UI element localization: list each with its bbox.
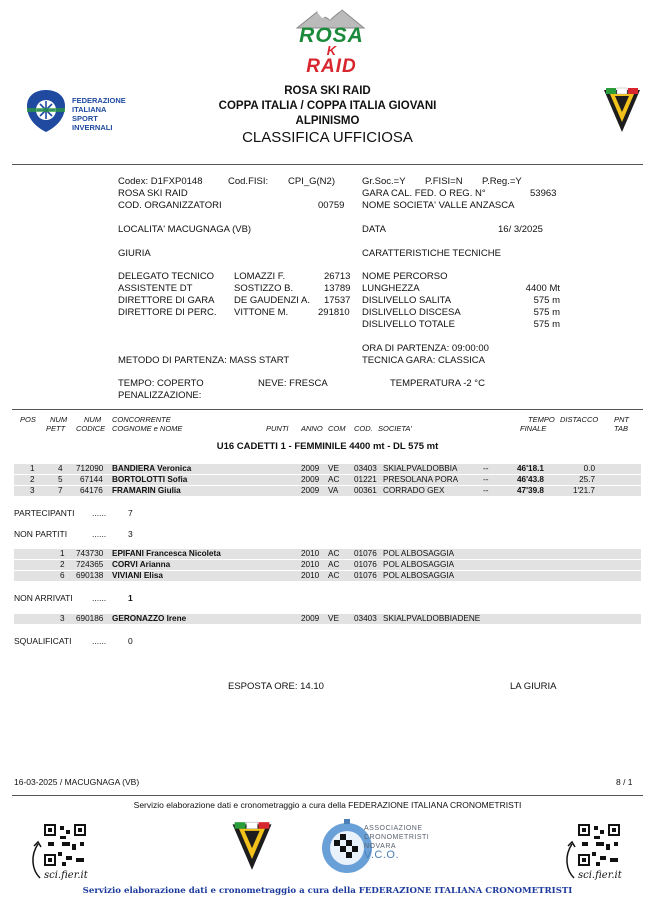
col-num-cod-1: NUM [84, 415, 102, 424]
row-dash: -- [483, 486, 489, 495]
associazione-cronometristi-logo [318, 818, 448, 876]
row-societa: POL ALBOSAGGIA [383, 549, 455, 558]
row-tempo: 47'39.8 [517, 486, 544, 495]
non-partiti-dots: ...... [92, 529, 107, 539]
row-com: VE [328, 464, 339, 473]
col-societa: SOCIETA' [378, 424, 412, 433]
row-pett: 7 [58, 486, 63, 495]
row-anno: 2010 [301, 549, 320, 558]
squalificati-label: SQUALIFICATI [14, 636, 72, 646]
tech-value-3: 575 m [533, 295, 560, 306]
row-name: EPIFANI Francesca Nicoleta [112, 549, 221, 558]
row-cod: 01076 [354, 571, 377, 580]
row-pett: 1 [60, 549, 65, 558]
non-partiti-label: NON PARTITI [14, 529, 68, 539]
jury-name-3: DE GAUDENZI A. [234, 295, 311, 306]
row-name: VIVIANI Elisa [112, 571, 163, 580]
divider-footer [12, 795, 643, 796]
p-fisi: P.FISI=N [425, 176, 463, 187]
logo-rosa-text: ROSA [299, 24, 364, 47]
arrow-right-icon [562, 840, 578, 880]
fisi-logo [24, 88, 149, 138]
assoc-line-3: NOVARA [364, 843, 397, 850]
row-societa: SKIALPVALDOBBIADENE [383, 614, 481, 623]
row-anno: 2009 [301, 464, 320, 473]
row-com: AC [328, 571, 340, 580]
col-concorrente: CONCORRENTE [112, 415, 171, 424]
row-com: AC [328, 560, 340, 569]
tech-label-4: DISLIVELLO DISCESA [362, 307, 461, 318]
row-anno: 2010 [301, 571, 320, 580]
row-com: VA [328, 486, 339, 495]
squalificati-value: 0 [128, 636, 133, 646]
tech-label-5: DISLIVELLO TOTALE [362, 319, 455, 330]
jury-code-1: 26713 [324, 271, 351, 282]
logo-k-text: K [326, 43, 337, 58]
row-cod: 01076 [354, 549, 377, 558]
qr-code-icon [42, 822, 88, 868]
row-anno: 2009 [301, 614, 320, 623]
row-tempo: 46'43.8 [517, 475, 544, 484]
table-row [14, 464, 641, 474]
col-pos: POS [20, 415, 36, 424]
tech-label-2: LUNGHEZZA [362, 283, 420, 294]
row-distacco: 0.0 [583, 464, 595, 473]
jury-name-4: VITTONE M. [234, 307, 289, 318]
row-codice: 64176 [80, 486, 103, 495]
title-discipline: ALPINISMO [295, 115, 360, 127]
col-punti: PUNTI [266, 424, 289, 433]
col-pnt: PNT [614, 415, 629, 424]
col-anno: ANNO [301, 424, 323, 433]
row-codice: 690138 [76, 571, 104, 580]
row-name: BORTOLOTTI Sofia [112, 475, 188, 484]
neve: NEVE: FRESCA [258, 378, 328, 389]
jury-code-2: 13789 [324, 283, 351, 294]
row-cod: 03403 [354, 614, 377, 623]
col-tempo: TEMPO [528, 415, 555, 424]
row-dash: -- [483, 464, 489, 473]
row-codice: 724365 [76, 560, 104, 569]
data-label: DATA [362, 224, 386, 235]
cod-org-label: COD. ORGANIZZATORI [118, 200, 222, 211]
row-codice: 712090 [76, 464, 104, 473]
jury-role-1: DELEGATO TECNICO [118, 271, 215, 282]
row-pos: 2 [30, 475, 35, 484]
fie-footer-logo [230, 820, 274, 872]
row-pett: 2 [60, 560, 65, 569]
nome-societa: NOME SOCIETA' VALLE ANZASCA [362, 200, 515, 211]
p-reg: P.Reg.=Y [482, 176, 522, 187]
qr-code-left [42, 822, 88, 868]
row-pett: 6 [60, 571, 65, 580]
race-name: ROSA SKI RAID [118, 188, 188, 199]
jury-role-3: DIRETTORE DI GARA [118, 295, 215, 306]
table-row-dns [14, 560, 641, 570]
table-row-dns [14, 549, 641, 559]
localita: LOCALITA' MACUGNAGA (VB) [118, 224, 252, 235]
row-pett: 3 [60, 614, 65, 623]
row-societa: PRESOLANA PORA [383, 475, 459, 484]
row-codice: 690186 [76, 614, 104, 623]
metodo-partenza: METODO DI PARTENZA: MASS START [118, 355, 290, 366]
codex: Codex: D1FXP0148 [118, 176, 203, 187]
row-cod: 01076 [354, 560, 377, 569]
footer-date-place: 16-03-2025 / MACUGNAGA (VB) [14, 777, 140, 787]
non-arrivati-value: 1 [128, 593, 133, 603]
table-row-dns [14, 571, 641, 581]
category-title: U16 CADETTI 1 - FEMMINILE 4400 mt - DL 575 mt [216, 441, 439, 452]
tech-value-2: 4400 Mt [525, 283, 560, 294]
footer-page: 8 / 1 [616, 777, 633, 787]
table-row [14, 475, 641, 485]
row-societa: POL ALBOSAGGIA [383, 560, 455, 569]
row-societa: POL ALBOSAGGIA [383, 571, 455, 580]
jury-role-2: ASSISTENTE DT [118, 283, 193, 294]
row-com: AC [328, 549, 340, 558]
col-num-cod-2: CODICE [76, 424, 106, 433]
tech-value-4: 575 m [533, 307, 560, 318]
jury-name-2: SOSTIZZO B. [234, 283, 294, 294]
partecipanti-dots: ...... [92, 508, 107, 518]
logo-raid-text: RAID [306, 56, 357, 77]
row-pos: 1 [30, 464, 35, 473]
arrow-left-icon [28, 840, 44, 880]
row-cod: 01221 [354, 475, 377, 484]
footer-service-colored: Servizio elaborazione dati e cronometraggio a cura della FEDERAZIONE ITALIANA CRONOMETRISTI [82, 886, 573, 896]
col-distacco: DISTACCO [560, 415, 599, 424]
row-cod: 00361 [354, 486, 377, 495]
cod-fisi-value: CPI_G(N2) [288, 176, 335, 187]
row-tempo: 46'18.1 [517, 464, 544, 473]
row-name: FRAMARIN Giulia [112, 486, 181, 495]
assoc-line-2: CRONOMETRISTI [364, 834, 430, 841]
fisi-line-1: FEDERAZIONE [72, 96, 126, 105]
tecnica-gara: TECNICA GARA: CLASSICA [362, 355, 486, 366]
row-com: VE [328, 614, 339, 623]
table-row [14, 486, 641, 496]
footer-right-sci-fier: sci.fier.it [578, 870, 622, 881]
squalificati-dots: ...... [92, 636, 107, 646]
jury-role-4: DIRETTORE DI PERC. [118, 307, 217, 318]
jury-name-1: LOMAZZI F. [234, 271, 286, 282]
col-finale: FINALE [520, 424, 547, 433]
temperatura: TEMPERATURA -2 °C [390, 378, 485, 389]
fisi-shield-icon [24, 88, 68, 134]
fie-chevron-icon [602, 86, 642, 134]
row-anno: 2009 [301, 475, 320, 484]
penalizzazione: PENALIZZAZIONE: [118, 390, 202, 401]
footer-service-text: Servizio elaborazione dati e cronometraggio a cura della FEDERAZIONE ITALIANA CRONOMETRISTI [133, 800, 522, 810]
row-distacco: 25.7 [579, 475, 595, 484]
cod-org-value: 00759 [318, 200, 345, 211]
row-codice: 67144 [80, 475, 103, 484]
row-cod: 03403 [354, 464, 377, 473]
row-anno: 2010 [301, 560, 320, 569]
fisi-line-2: ITALIANA [72, 105, 107, 114]
row-societa: CORRADO GEX [383, 486, 445, 495]
cod-fisi-label: Cod.FISI: [228, 176, 269, 187]
row-com: AC [328, 475, 340, 484]
row-societa: SKIALPVALDOBBIA [383, 464, 458, 473]
gara-cal-number: 53963 [530, 188, 557, 199]
tech-value-5: 575 m [533, 319, 560, 330]
qr-code-right [576, 822, 622, 868]
col-num-pett-1: NUM [50, 415, 68, 424]
col-cognome-nome: COGNOME e NOME [112, 424, 183, 433]
gr-soc: Gr.Soc.=Y [362, 176, 406, 187]
title-classifica: CLASSIFICA UFFICIOSA [242, 129, 413, 146]
fie-chevron-icon [230, 820, 274, 872]
esposta-ore: ESPOSTA ORE: 14.10 [228, 681, 324, 692]
jury-code-3: 17537 [324, 295, 351, 306]
footer-left-sci-fier: sci.fier.it [44, 870, 88, 881]
fisi-line-4: INVERNALI [72, 123, 113, 132]
title-coppa: COPPA ITALIA / COPPA ITALIA GIOVANI [218, 100, 437, 112]
partecipanti-label: PARTECIPANTI [14, 508, 75, 518]
ora-partenza: ORA DI PARTENZA: 09:00:00 [362, 343, 489, 354]
assoc-line-4: V.C.O. [364, 849, 399, 861]
row-pett: 5 [58, 475, 63, 484]
non-arrivati-dots: ...... [92, 593, 107, 603]
row-name: BANDIERA Veronica [112, 464, 192, 473]
col-com: COM [328, 424, 346, 433]
data-value: 16/ 3/2025 [498, 224, 543, 235]
non-partiti-value: 3 [128, 529, 133, 539]
row-name: CORVI Arianna [112, 560, 171, 569]
tech-label-3: DISLIVELLO SALITA [362, 295, 452, 306]
col-cod: COD. [354, 424, 373, 433]
tempo-meteo: TEMPO: COPERTO [118, 378, 204, 389]
divider-columns [12, 409, 643, 410]
col-num-pett-2: PETT [46, 424, 66, 433]
row-anno: 2009 [301, 486, 320, 495]
tech-label-1: NOME PERCORSO [362, 271, 448, 282]
fie-logo [602, 86, 642, 134]
jury-code-4: 291810 [318, 307, 350, 318]
row-distacco: 1'21.7 [572, 486, 595, 495]
title-race: ROSA SKI RAID [284, 85, 371, 97]
row-pos: 3 [30, 486, 35, 495]
caratteristiche-label: CARATTERISTICHE TECNICHE [362, 248, 501, 259]
fisi-line-3: SPORT [72, 114, 98, 123]
gara-cal-label: GARA CAL. FED. O REG. N° [362, 188, 486, 199]
row-codice: 743730 [76, 549, 104, 558]
partecipanti-value: 7 [128, 508, 133, 518]
rosa-ski-raid-logo [272, 6, 387, 78]
giuria-label: GIURIA [118, 248, 151, 259]
la-giuria: LA GIURIA [510, 681, 557, 692]
divider-top [12, 164, 643, 165]
table-row-dnf [14, 614, 641, 624]
assoc-line-1: ASSOCIAZIONE [364, 825, 423, 832]
row-dash: -- [483, 475, 489, 484]
row-pett: 4 [58, 464, 63, 473]
qr-code-icon [576, 822, 622, 868]
row-name: GERONAZZO Irene [112, 614, 187, 623]
col-tab: TAB [614, 424, 629, 433]
non-arrivati-label: NON ARRIVATI [14, 593, 73, 603]
